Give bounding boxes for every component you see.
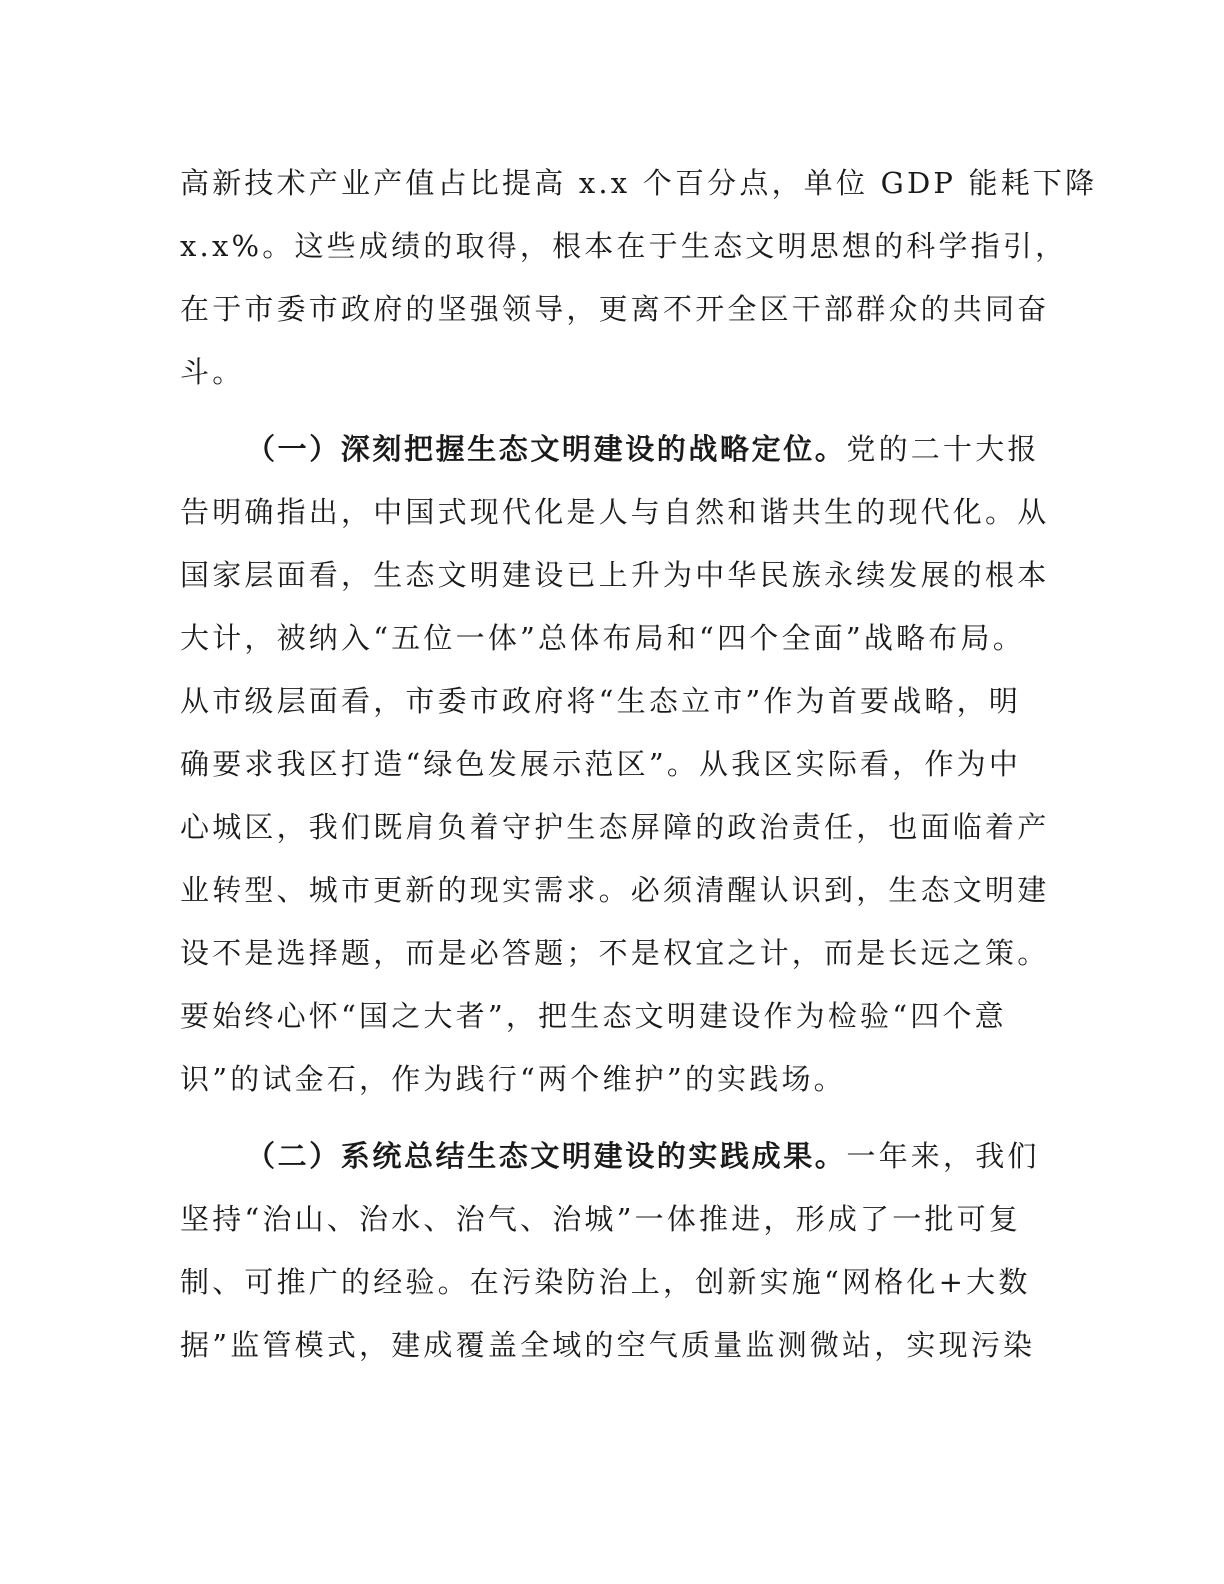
section-1-lead-text: 党的二十大报: [846, 432, 1040, 466]
intro-paragraph: [180, 152, 1098, 404]
text-line: 业转型、城市更新的现实需求。必须清醒认识到，生态文明建: [180, 873, 1050, 907]
section-2-paragraph: [180, 1125, 1050, 1377]
text-line: 坚持“治山、治水、治气、治城”一体推进，形成了一批可复: [180, 1202, 1022, 1236]
document-page: [180, 152, 1098, 1377]
text-line: [180, 418, 1050, 481]
text-line: 制、可推广的经验。在污染防治上，创新实施“网格化+大数: [180, 1265, 1031, 1299]
text-line: 确要求我区打造“绿色发展示范区”。从我区实际看，作为中: [180, 747, 1022, 781]
text-line: 心城区，我们既肩负着守护生态屏障的政治责任，也面临着产: [180, 810, 1050, 844]
text-line: 大计，被纳入“五位一体”总体布局和“四个全面”战略布局。: [180, 621, 1025, 655]
text-line: 要始终心怀“国之大者”，把生态文明建设作为检验“四个意: [180, 999, 1007, 1033]
text-line: 据”监管模式，建成覆盖全域的空气质量监测微站，实现污染: [180, 1328, 1036, 1362]
section-2-heading: （二）系统总结生态文明建设的实践成果。: [246, 1139, 847, 1173]
text-line: 国家层面看，生态文明建设已上升为中华民族永续发展的根本: [180, 558, 1050, 592]
text-line: 斗。: [180, 355, 245, 389]
section-1-heading: （一）深刻把握生态文明建设的战略定位。: [246, 432, 847, 466]
text-line: 在于市委市政府的坚强领导，更离不开全区干部群众的共同奋: [180, 292, 1050, 326]
text-line: x.x%。这些成绩的取得，根本在于生态文明思想的科学指引，: [180, 229, 1068, 263]
section-2-lead-text: 一年来，我们: [846, 1139, 1040, 1173]
section-1-paragraph: [180, 418, 1050, 1111]
text-line: 从市级层面看，市委市政府将“生态立市”作为首要战略，明: [180, 684, 1022, 718]
text-line: 识”的试金石，作为践行“两个维护”的实践场。: [180, 1062, 846, 1096]
text-line: [180, 1125, 1050, 1188]
text-line: 设不是选择题，而是必答题；不是权宜之计，而是长远之策。: [180, 936, 1050, 970]
text-line: 高新技术产业产值占比提高 x.x 个百分点，单位 GDP 能耗下降: [180, 166, 1098, 200]
text-line: 告明确指出，中国式现代化是人与自然和谐共生的现代化。从: [180, 495, 1050, 529]
